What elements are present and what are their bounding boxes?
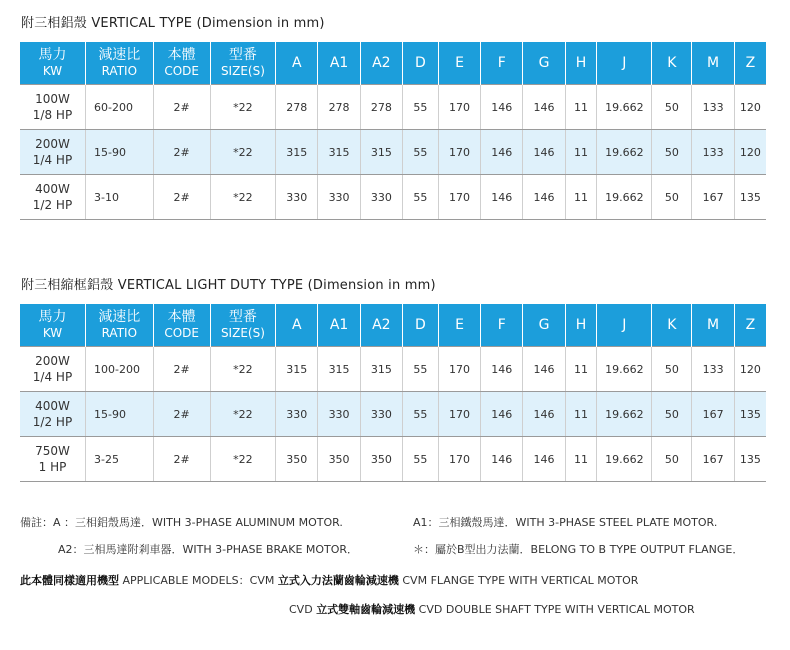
- applicable-text: APPLICABLE MODELS：CVM: [119, 574, 278, 587]
- power-cell: [20, 392, 86, 437]
- column-header: [210, 304, 276, 347]
- size-cell: *22: [210, 347, 276, 392]
- size-cell: *22: [210, 392, 276, 437]
- cvd-line: [289, 601, 695, 617]
- column-header-label: A1: [329, 55, 349, 71]
- column-header: [402, 304, 438, 347]
- dimension-cell: 278: [276, 85, 318, 130]
- column-header: [276, 42, 318, 85]
- column-header-label: 減速比: [98, 309, 141, 325]
- column-header: [276, 304, 318, 347]
- dimension-cell: 170: [438, 85, 480, 130]
- power-cell: [20, 175, 86, 220]
- power-cell: [20, 437, 86, 482]
- dimension-cell: 135: [734, 175, 766, 220]
- dimension-cell: 120: [734, 130, 766, 175]
- dimension-cell: 170: [438, 347, 480, 392]
- power-watts: 100W: [35, 92, 70, 106]
- note-a2: A2：三相馬達附剎車器．WITH 3-PHASE BRAKE MOTOR．: [58, 543, 359, 556]
- column-header: [153, 42, 210, 85]
- column-header: [86, 304, 154, 347]
- dimension-cell: 11: [565, 347, 597, 392]
- column-header-label: Z: [745, 55, 756, 71]
- table-row: [20, 437, 766, 482]
- size-cell: *22: [210, 130, 276, 175]
- column-header: [20, 304, 86, 347]
- dimension-cell: 350: [276, 437, 318, 482]
- power-hp: 1/4 HP: [32, 370, 73, 384]
- column-header: [318, 42, 360, 85]
- code-cell: 2#: [153, 347, 210, 392]
- power-cell: [20, 347, 86, 392]
- column-header: [402, 42, 438, 85]
- dimension-cell: 50: [652, 85, 692, 130]
- column-header: [652, 42, 692, 85]
- table-row: [20, 175, 766, 220]
- column-header-label: 減速比: [98, 47, 141, 63]
- ratio-cell: 3-25: [86, 437, 154, 482]
- column-header: [20, 42, 86, 85]
- power-watts: 200W: [35, 354, 70, 368]
- dimension-cell: 11: [565, 175, 597, 220]
- column-header-label: J: [622, 317, 627, 333]
- dimension-cell: 330: [318, 175, 360, 220]
- dimension-cell: 133: [692, 130, 734, 175]
- column-header: [565, 304, 597, 347]
- column-header: [438, 42, 480, 85]
- column-header: [481, 304, 523, 347]
- dimension-cell: 50: [652, 392, 692, 437]
- power-cell: [20, 130, 86, 175]
- code-cell: 2#: [153, 392, 210, 437]
- dimension-cell: 135: [734, 437, 766, 482]
- note-a: 備註：A ：三相鋁殼馬達．WITH 3-PHASE ALUMINUM MOTOR.: [20, 516, 343, 529]
- column-header-sublabel: SIZE(S): [220, 326, 265, 340]
- dimension-cell: 50: [652, 437, 692, 482]
- table-row: [20, 392, 766, 437]
- dimension-cell: 330: [360, 392, 402, 437]
- column-header-label: F: [497, 55, 506, 71]
- dimension-cell: 146: [481, 85, 523, 130]
- column-header: [318, 304, 360, 347]
- column-header-label: A: [292, 55, 302, 71]
- column-header-label: F: [497, 317, 506, 333]
- column-header-label: A: [292, 317, 302, 333]
- column-header: [153, 304, 210, 347]
- table-row: [20, 347, 766, 392]
- dimension-cell: 350: [318, 437, 360, 482]
- code-cell: 2#: [153, 85, 210, 130]
- dimension-cell: 50: [652, 347, 692, 392]
- column-header: [523, 42, 565, 85]
- dimension-cell: 55: [402, 347, 438, 392]
- power-hp: 1/8 HP: [32, 108, 73, 122]
- dimension-cell: 133: [692, 85, 734, 130]
- dimension-cell: 315: [318, 130, 360, 175]
- dimension-cell: 19.662: [597, 85, 652, 130]
- table-header-row: [20, 304, 766, 347]
- dimension-cell: 315: [360, 347, 402, 392]
- dimension-cell: 55: [402, 130, 438, 175]
- dimension-cell: 146: [523, 347, 565, 392]
- column-header-sublabel: CODE: [164, 64, 199, 78]
- dimension-cell: 19.662: [597, 130, 652, 175]
- power-watts: 400W: [35, 182, 70, 196]
- power-hp: 1 HP: [38, 460, 67, 474]
- column-header: [692, 304, 734, 347]
- dimension-cell: 19.662: [597, 175, 652, 220]
- column-header: [565, 42, 597, 85]
- dimension-cell: 146: [481, 437, 523, 482]
- ratio-cell: 15-90: [86, 130, 154, 175]
- ratio-cell: 3-10: [86, 175, 154, 220]
- code-cell: 2#: [153, 437, 210, 482]
- column-header: [360, 304, 402, 347]
- dimension-cell: 55: [402, 437, 438, 482]
- dimension-cell: 330: [360, 175, 402, 220]
- dimension-cell: 170: [438, 437, 480, 482]
- dimension-cell: 330: [318, 392, 360, 437]
- column-header-label: 馬力: [38, 47, 67, 63]
- column-header-label: D: [415, 55, 426, 71]
- power-hp: 1/4 HP: [32, 153, 73, 167]
- column-header: [360, 42, 402, 85]
- column-header-sublabel: CODE: [164, 326, 199, 340]
- column-header-label: J: [622, 55, 627, 71]
- column-header-sublabel: RATIO: [101, 326, 138, 340]
- column-header-label: M: [707, 55, 720, 71]
- dimension-cell: 146: [481, 347, 523, 392]
- dimension-cell: 146: [523, 130, 565, 175]
- dimension-cell: 146: [481, 175, 523, 220]
- column-header-label: A2: [372, 317, 391, 333]
- dimension-cell: 278: [318, 85, 360, 130]
- table-row: [20, 85, 766, 130]
- column-header: [481, 42, 523, 85]
- dimension-cell: 146: [523, 175, 565, 220]
- column-header-label: E: [455, 317, 464, 333]
- column-header-label: Z: [745, 317, 756, 333]
- column-header-label: M: [707, 317, 720, 333]
- table-row: [20, 130, 766, 175]
- dimension-cell: 167: [692, 437, 734, 482]
- column-header: [210, 42, 276, 85]
- dimension-cell: 146: [523, 437, 565, 482]
- column-header: [734, 304, 766, 347]
- power-watts: 750W: [35, 444, 70, 458]
- power-watts: 400W: [35, 399, 70, 413]
- power-cell: [20, 85, 86, 130]
- dimension-cell: 120: [734, 347, 766, 392]
- column-header-label: 馬力: [38, 309, 67, 325]
- column-header-label: H: [575, 55, 587, 71]
- column-header-label: K: [667, 317, 677, 333]
- applicable-label: 此本體同樣適用機型: [20, 574, 119, 587]
- light-duty-type-table: [20, 304, 766, 482]
- cvm-chinese: 立式入力法蘭齒輪減速機: [277, 574, 399, 587]
- applicable-models-line: [20, 572, 638, 588]
- column-header-label: 型番: [228, 309, 257, 325]
- column-header: [523, 304, 565, 347]
- column-header-label: G: [538, 55, 550, 71]
- dimension-cell: 19.662: [597, 392, 652, 437]
- dimension-cell: 315: [276, 130, 318, 175]
- column-header: [438, 304, 480, 347]
- dimension-cell: 55: [402, 85, 438, 130]
- dimension-cell: 146: [481, 130, 523, 175]
- power-hp: 1/2 HP: [32, 415, 73, 429]
- dimension-cell: 135: [734, 392, 766, 437]
- ratio-cell: 60-200: [86, 85, 154, 130]
- dimension-cell: 120: [734, 85, 766, 130]
- dimension-cell: 350: [360, 437, 402, 482]
- size-cell: *22: [210, 85, 276, 130]
- column-header-label: A2: [372, 55, 391, 71]
- dimension-cell: 55: [402, 392, 438, 437]
- column-header-label: 本體: [167, 309, 196, 325]
- ratio-cell: 100-200: [86, 347, 154, 392]
- dimension-cell: 278: [360, 85, 402, 130]
- note-a1: A1：三相鐵殼馬達．WITH 3-PHASE STEEL PLATE MOTOR.: [413, 516, 718, 529]
- dimension-cell: 315: [360, 130, 402, 175]
- column-header-sublabel: KW: [42, 64, 63, 78]
- table-header-row: [20, 42, 766, 85]
- size-cell: *22: [210, 437, 276, 482]
- column-header-sublabel: SIZE(S): [220, 64, 265, 78]
- column-header-sublabel: RATIO: [101, 64, 138, 78]
- dimension-cell: 146: [523, 392, 565, 437]
- cvd-english: CVD DOUBLE SHAFT TYPE WITH VERTICAL MOTOR: [415, 603, 695, 616]
- column-header: [652, 304, 692, 347]
- dimension-cell: 170: [438, 130, 480, 175]
- dimension-cell: 146: [481, 392, 523, 437]
- ratio-cell: 15-90: [86, 392, 154, 437]
- column-header: [734, 42, 766, 85]
- power-watts: 200W: [35, 137, 70, 151]
- dimension-cell: 133: [692, 347, 734, 392]
- dimension-cell: 55: [402, 175, 438, 220]
- dimension-cell: 170: [438, 175, 480, 220]
- dimension-cell: 315: [276, 347, 318, 392]
- dimension-cell: 50: [652, 175, 692, 220]
- dimension-cell: 11: [565, 437, 597, 482]
- column-header-label: 本體: [167, 47, 196, 63]
- table2-title: 附三相縮框鋁殼 VERTICAL LIGHT DUTY TYPE (Dimension in mm): [21, 278, 436, 293]
- size-cell: *22: [210, 175, 276, 220]
- column-header: [597, 304, 652, 347]
- column-header-sublabel: KW: [42, 326, 63, 340]
- code-cell: 2#: [153, 130, 210, 175]
- note-star: ＊：屬於B型出力法蘭．BELONG TO B TYPE OUTPUT FLANGE．: [413, 543, 744, 556]
- table1-title: 附三相鋁殼 VERTICAL TYPE (Dimension in mm): [21, 16, 325, 31]
- column-header-label: 型番: [228, 47, 257, 63]
- column-header-label: H: [575, 317, 587, 333]
- column-header-label: E: [455, 55, 464, 71]
- dimension-cell: 167: [692, 175, 734, 220]
- dimension-cell: 50: [652, 130, 692, 175]
- cvd-chinese: 立式雙軸齒輪減速機: [316, 603, 416, 616]
- dimension-cell: 330: [276, 392, 318, 437]
- dimension-cell: 11: [565, 130, 597, 175]
- dimension-cell: 146: [523, 85, 565, 130]
- dimension-cell: 330: [276, 175, 318, 220]
- dimension-cell: 315: [318, 347, 360, 392]
- column-header-label: G: [538, 317, 550, 333]
- column-header: [692, 42, 734, 85]
- vertical-type-table: [20, 42, 766, 220]
- dimension-cell: 170: [438, 392, 480, 437]
- dimension-cell: 19.662: [597, 347, 652, 392]
- dimension-cell: 11: [565, 392, 597, 437]
- dimension-cell: 11: [565, 85, 597, 130]
- dimension-cell: 167: [692, 392, 734, 437]
- cvm-english: CVM FLANGE TYPE WITH VERTICAL MOTOR: [398, 574, 639, 587]
- column-header: [597, 42, 652, 85]
- column-header-label: K: [667, 55, 677, 71]
- power-hp: 1/2 HP: [32, 198, 73, 212]
- column-header-label: A1: [329, 317, 349, 333]
- cvd-code: CVD: [289, 603, 317, 616]
- column-header-label: D: [415, 317, 426, 333]
- column-header: [86, 42, 154, 85]
- dimension-cell: 19.662: [597, 437, 652, 482]
- code-cell: 2#: [153, 175, 210, 220]
